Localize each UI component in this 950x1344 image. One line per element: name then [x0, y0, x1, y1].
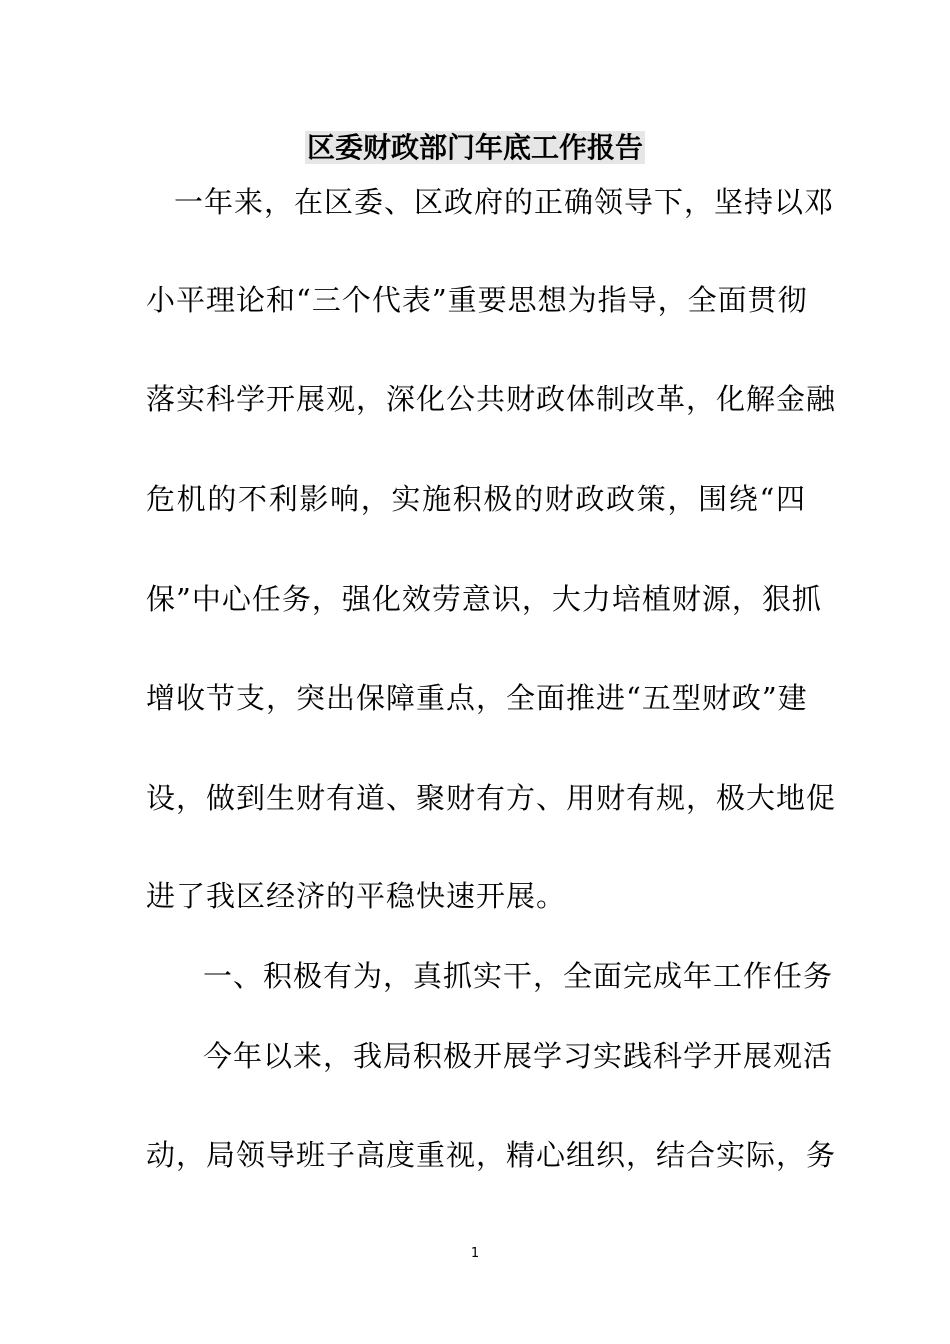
paragraph-line: 小平理论和“三个代表”重要思想为指导，全面贯彻 — [146, 283, 808, 317]
paragraph-line: 动，局领导班子高度重视，精心组织，结合实际，务 — [146, 1138, 837, 1172]
document-title-text: 区委财政部门年底工作报告 — [306, 131, 643, 164]
paragraph-line: 一年来，在区委、区政府的正确领导下，坚持以邓 — [174, 185, 835, 219]
paragraph-line: 危机的不利影响，实施积极的财政政策，围绕“四 — [146, 482, 806, 516]
section-heading: 一、积极有为，真抓实干，全面完成年工作任务 — [203, 959, 834, 993]
paragraph-line: 落实科学开展观，深化公共财政体制改革，化解金融 — [146, 382, 837, 416]
paragraph-line: 增收节支，突出保障重点，全面推进“五型财政”建 — [146, 681, 808, 715]
paragraph-line: 保”中心任务，强化效劳意识，大力培植财源，狠抓 — [146, 582, 822, 616]
paragraph-line: 进了我区经济的平稳快速开展。 — [146, 879, 567, 913]
paragraph-line: 设，做到生财有道、聚财有方、用财有规，极大地促 — [146, 781, 837, 815]
paragraph-line: 今年以来，我局积极开展学习实践科学开展观活 — [203, 1039, 834, 1073]
page-number: 1 — [470, 1246, 480, 1261]
document-title — [0, 128, 950, 168]
